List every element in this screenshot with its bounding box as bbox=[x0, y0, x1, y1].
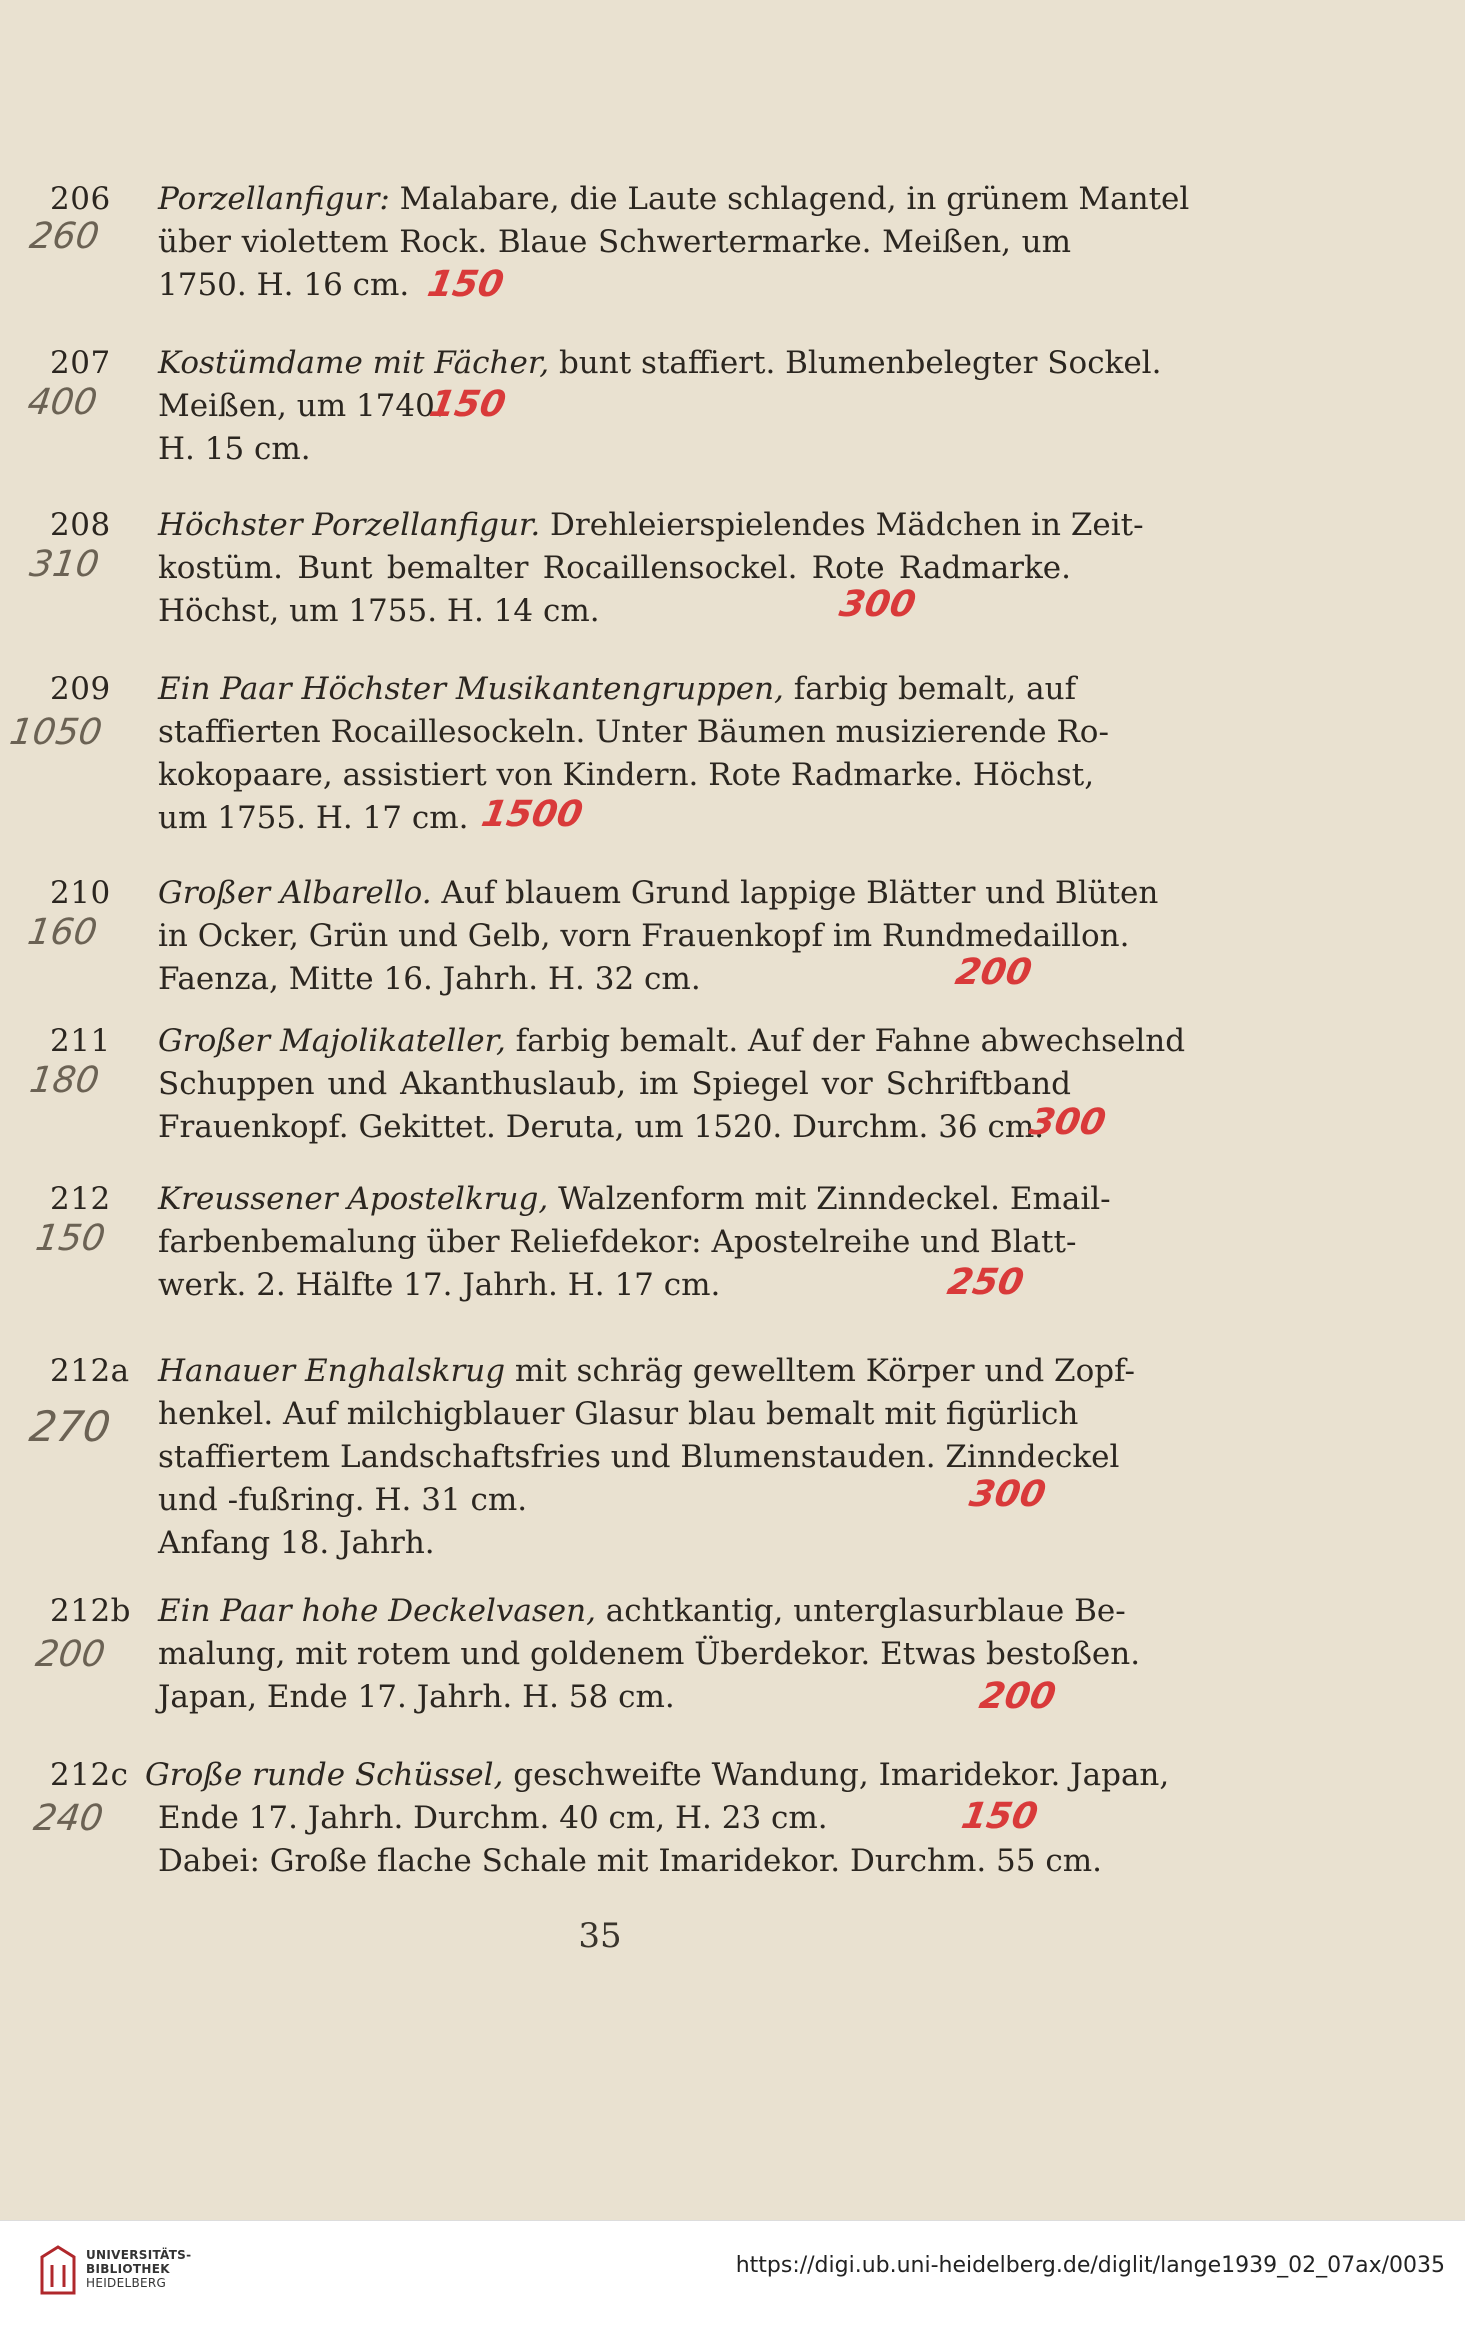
handwritten-estimate: 160 bbox=[25, 912, 100, 953]
description-line: Schuppen und Akanthuslaub, im Spiegel vor Schriftband bbox=[158, 1066, 1071, 1102]
handwritten-estimate: 180 bbox=[27, 1060, 102, 1101]
lot-title: Höchster Porzellanfigur. bbox=[158, 507, 541, 543]
handwritten-estimate: 310 bbox=[27, 544, 102, 585]
lot-number: 212 bbox=[50, 1181, 111, 1217]
handwritten-estimate: 200 bbox=[33, 1634, 108, 1675]
lot-title: Kreussener Apostelkrug, bbox=[158, 1181, 549, 1217]
description-line: Ende 17. Jahrh. Durchm. 40 cm, H. 23 cm. bbox=[158, 1800, 828, 1836]
page-number: 35 bbox=[578, 1916, 622, 1956]
lot-number: 211 bbox=[50, 1023, 111, 1059]
handwritten-price: 250 bbox=[944, 1262, 1027, 1303]
handwritten-price: 300 bbox=[1026, 1102, 1109, 1143]
footer-bar bbox=[0, 2220, 1465, 2330]
description-line: über violettem Rock. Blaue Schwertermarke. Meißen, um bbox=[158, 224, 1071, 260]
source-url-link[interactable]: https://digi.ub.uni-heidelberg.de/diglit/lange1939_02_07ax/0035 bbox=[735, 2253, 1445, 2278]
description-line: Höchst, um 1755. H. 14 cm. bbox=[158, 593, 600, 629]
description-line: Anfang 18. Jahrh. bbox=[158, 1525, 435, 1561]
handwritten-estimate: 260 bbox=[27, 216, 102, 257]
lot-title: Porzellanfigur: bbox=[158, 181, 390, 217]
lot-number: 212c bbox=[50, 1757, 129, 1793]
handwritten-estimate: 270 bbox=[26, 1402, 114, 1451]
lot-title: Kostümdame mit Fächer, bbox=[158, 345, 550, 381]
description-line: H. 15 cm. bbox=[158, 431, 311, 467]
handwritten-estimate: 240 bbox=[31, 1798, 106, 1839]
lot-number: 210 bbox=[50, 875, 111, 911]
lot-number: 206 bbox=[50, 181, 111, 217]
description-line: Auf blauem Grund lappige Blätter und Blüten bbox=[431, 875, 1159, 911]
handwritten-estimate: 150 bbox=[33, 1218, 108, 1259]
lot-title: Große runde Schüssel, bbox=[145, 1757, 504, 1793]
description-line: Dabei: Große flache Schale mit Imaridekor. Durchm. 55 cm. bbox=[158, 1843, 1102, 1879]
description-line: Meißen, um 1740. bbox=[158, 388, 445, 424]
handwritten-price: 200 bbox=[952, 952, 1035, 993]
lot-number: 207 bbox=[50, 345, 111, 381]
lot-title: Großer Albarello. bbox=[158, 875, 432, 911]
lot-title: Hanauer Enghalskrug bbox=[158, 1353, 506, 1389]
description-line: henkel. Auf milchigblauer Glasur blau bemalt mit figürlich bbox=[158, 1396, 1079, 1432]
lot-title: Ein Paar Höchster Musikantengruppen, bbox=[158, 671, 784, 707]
description-line: kostüm. Bunt bemalter Rocaillensockel. Rote Radmarke. bbox=[158, 550, 1071, 586]
library-logo-icon bbox=[38, 2243, 78, 2299]
description-line: kokopaare, assistiert von Kindern. Rote Radmarke. Höchst, bbox=[158, 757, 1095, 793]
description-line: um 1755. H. 17 cm. bbox=[158, 800, 469, 836]
lot-number: 209 bbox=[50, 671, 111, 707]
handwritten-price: 150 bbox=[424, 264, 507, 305]
lot-number: 212a bbox=[50, 1353, 130, 1389]
description-line: und -fußring. H. 31 cm. bbox=[158, 1482, 528, 1518]
lot-title: Großer Majolikateller, bbox=[158, 1023, 506, 1059]
handwritten-estimate: 1050 bbox=[7, 712, 105, 753]
description-line: 1750. H. 16 cm. bbox=[158, 267, 410, 303]
description-line: in Ocker, Grün und Gelb, vorn Frauenkopf im Rundmedaillon. bbox=[158, 918, 1130, 954]
description-line: farbig bemalt, auf bbox=[783, 671, 1077, 707]
description-line: werk. 2. Hälfte 17. Jahrh. H. 17 cm. bbox=[158, 1267, 721, 1303]
description-line: Japan, Ende 17. Jahrh. H. 58 cm. bbox=[158, 1679, 675, 1715]
lot-title: Ein Paar hohe Deckelvasen, bbox=[158, 1593, 596, 1629]
description-line: bunt staffiert. Blumenbelegter Sockel. bbox=[549, 345, 1162, 381]
description-line: geschweifte Wandung, Imaridekor. Japan, bbox=[503, 1757, 1170, 1793]
handwritten-price: 300 bbox=[966, 1474, 1049, 1515]
handwritten-price: 200 bbox=[976, 1676, 1059, 1717]
description-line: staffierten Rocaillesockeln. Unter Bäumen musizierende Ro- bbox=[158, 714, 1109, 750]
lot-number: 208 bbox=[50, 507, 111, 543]
description-line: mit schräg gewelltem Körper und Zopf- bbox=[505, 1353, 1135, 1389]
handwritten-price: 1500 bbox=[478, 794, 586, 835]
description-line: Faenza, Mitte 16. Jahrh. H. 32 cm. bbox=[158, 961, 701, 997]
description-line: malung, mit rotem und goldenem Überdekor. Etwas bestoßen. bbox=[158, 1636, 1141, 1672]
lot-number: 212b bbox=[50, 1593, 132, 1629]
handwritten-price: 150 bbox=[426, 384, 509, 425]
description-line: Malabare, die Laute schlagend, in grünem Mantel bbox=[389, 181, 1190, 217]
description-line: achtkantig, unterglasurblaue Be- bbox=[595, 1593, 1126, 1629]
description-line: farbenbemalung über Reliefdekor: Apostelreihe und Blatt- bbox=[158, 1224, 1077, 1260]
library-name: UNIVERSITÄTS- BIBLIOTHEK HEIDELBERG bbox=[86, 2248, 192, 2290]
description-line: Walzenform mit Zinndeckel. Email- bbox=[548, 1181, 1111, 1217]
description-line: farbig bemalt. Auf der Fahne abwechselnd bbox=[505, 1023, 1186, 1059]
handwritten-price: 300 bbox=[836, 584, 919, 625]
description-line: Frauenkopf. Gekittet. Deruta, um 1520. Durchm. 36 cm. bbox=[158, 1109, 1045, 1145]
handwritten-price: 150 bbox=[958, 1796, 1041, 1837]
description-line: Drehleierspielendes Mädchen in Zeit- bbox=[540, 507, 1144, 543]
handwritten-estimate: 400 bbox=[25, 382, 100, 423]
description-line: staffiertem Landschaftsfries und Blumenstauden. Zinndeckel bbox=[158, 1439, 1120, 1475]
